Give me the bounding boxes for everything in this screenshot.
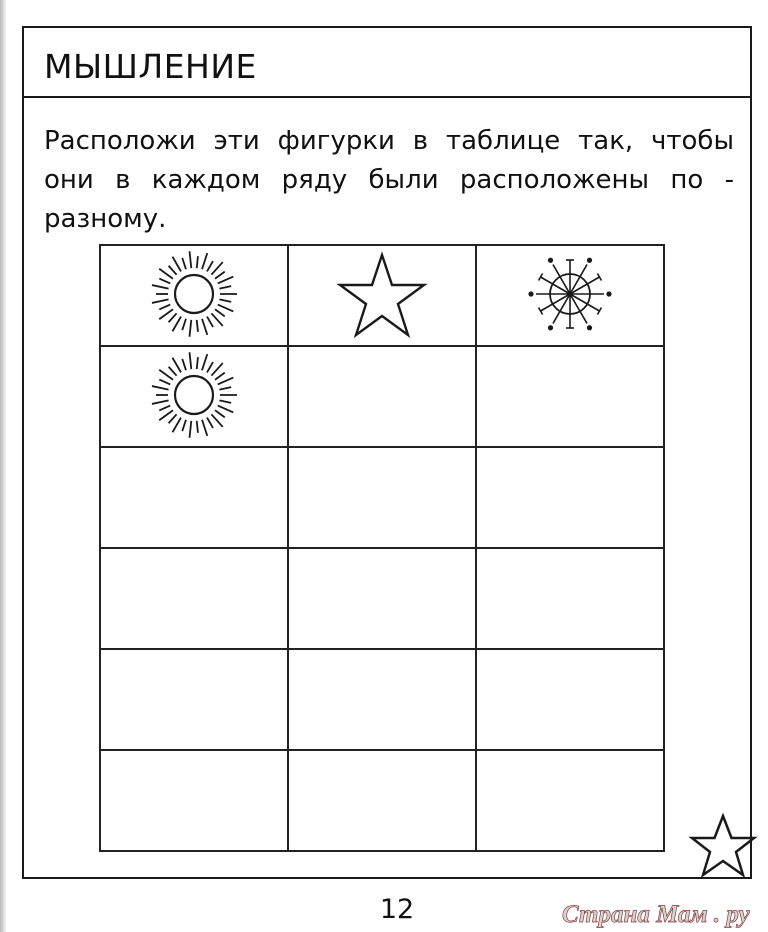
svg-text:Страна Мам . ру: Страна Мам . ру	[562, 901, 750, 928]
scan-shadow-edge	[0, 0, 6, 932]
figure-table	[99, 244, 665, 852]
watermark-logo	[560, 896, 760, 930]
table-cell	[476, 649, 664, 750]
table-cell	[100, 346, 288, 447]
page-number: 12	[379, 894, 415, 925]
corner-star-icon	[688, 812, 758, 882]
table-cell	[288, 548, 476, 649]
table-cell	[100, 548, 288, 649]
table-cell	[476, 548, 664, 649]
star-icon	[334, 249, 430, 339]
snowflake-icon	[524, 248, 616, 340]
table-cell	[476, 245, 664, 346]
table-cell	[288, 750, 476, 851]
table-row	[100, 649, 664, 750]
sun-icon	[148, 248, 240, 340]
table-row	[100, 750, 664, 851]
table-cell	[100, 750, 288, 851]
sun-icon	[148, 349, 240, 441]
worksheet-title: МЫШЛЕНИЕ	[44, 47, 257, 86]
table-cell	[288, 346, 476, 447]
table-row	[100, 245, 664, 346]
table-row	[100, 548, 664, 649]
table-row	[100, 346, 664, 447]
table-cell	[100, 447, 288, 548]
table-cell	[288, 649, 476, 750]
table-cell	[476, 447, 664, 548]
task-instructions: Расположи эти фигурки в таблице так, чтобы они в каждом ряду были расположены по - разному.	[44, 126, 734, 234]
header-band	[24, 28, 750, 98]
table-cell	[100, 649, 288, 750]
worksheet-page	[22, 26, 752, 879]
table-cell	[476, 750, 664, 851]
table-cell	[288, 447, 476, 548]
table-cell	[288, 245, 476, 346]
table-cell	[100, 245, 288, 346]
table-row	[100, 447, 664, 548]
table-cell	[476, 346, 664, 447]
